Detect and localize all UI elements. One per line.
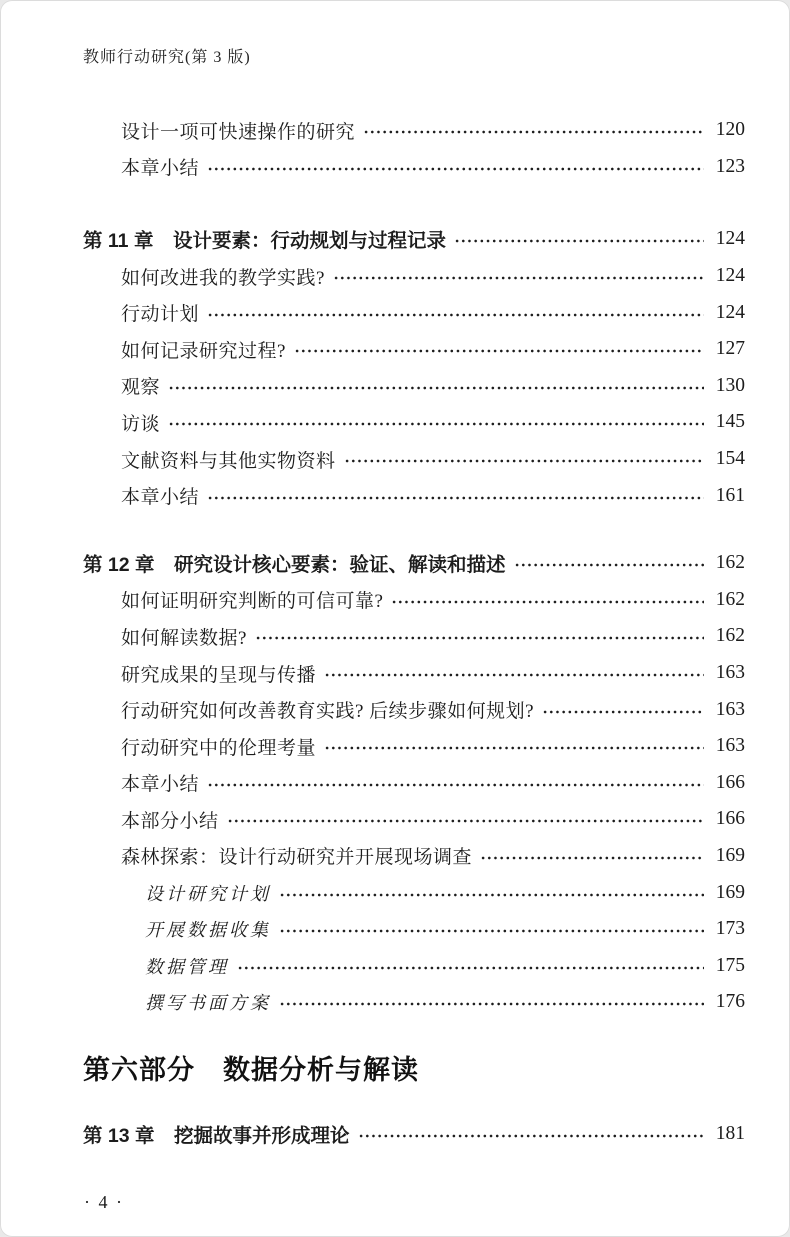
toc-entry	[83, 404, 745, 441]
dot-leader	[514, 563, 704, 567]
toc-entry	[83, 838, 745, 875]
toc-entry-page-number: 123	[715, 155, 745, 177]
toc-entry	[83, 984, 745, 1021]
toc-entry-title: 行动研究中的伦理考量	[121, 737, 317, 759]
toc-entry-page-number: 169	[715, 844, 745, 866]
dot-leader	[363, 130, 704, 134]
toc-entry-page-number: 173	[715, 918, 745, 940]
toc-entry-title: 第 11 章 设计要素：行动规划与过程记录	[83, 230, 446, 253]
toc-entry-page-number: 163	[715, 698, 745, 720]
toc-entry	[83, 112, 745, 149]
dot-leader	[344, 459, 704, 463]
toc-entry	[83, 294, 745, 331]
toc-entry-title: 撰写书面方案	[145, 993, 271, 1014]
toc-entry-title: 本章小结	[121, 487, 200, 509]
toc-entry	[83, 655, 745, 692]
toc-entry	[83, 691, 745, 728]
toc-entry-title: 本章小结	[121, 158, 200, 180]
toc-entry	[83, 441, 745, 478]
toc-entry-title: 本部分小结	[121, 810, 219, 832]
part-heading: 第六部分 数据分析与解读	[83, 1054, 419, 1085]
toc-entry-title: 行动计划	[121, 304, 200, 326]
dot-leader	[391, 600, 704, 604]
toc-entry-page-number: 161	[715, 484, 745, 506]
toc-list	[0, 112, 790, 1152]
toc-entry-title: 第 13 章 挖掘故事并形成理论	[83, 1124, 350, 1147]
toc-entry-page-number: 162	[715, 588, 745, 610]
toc-entry-page-number: 166	[715, 808, 745, 830]
toc-entry	[83, 221, 745, 258]
toc-entry	[83, 874, 745, 911]
toc-entry	[83, 947, 745, 984]
dot-leader	[324, 673, 704, 677]
toc-section-gap	[83, 185, 745, 221]
toc-entry	[83, 331, 745, 368]
footer-page-number: · 4 ·	[84, 1192, 124, 1212]
toc-entry-page-number: 124	[715, 228, 745, 250]
toc-entry	[83, 582, 745, 619]
toc-entry	[83, 258, 745, 295]
toc-entry-page-number: 166	[715, 771, 745, 793]
toc-entry-page-number: 124	[715, 265, 745, 287]
toc-entry-page-number: 124	[715, 301, 745, 323]
toc-entry-page-number: 154	[715, 448, 745, 470]
toc-entry-page-number: 162	[715, 625, 745, 647]
toc-entry-title: 如何解读数据?	[121, 627, 247, 649]
toc-entry-title: 如何证明研究判断的可信可靠?	[121, 591, 384, 613]
toc-entry	[83, 477, 745, 514]
toc-entry	[83, 728, 745, 765]
toc-entry-title: 研究成果的呈现与传播	[121, 664, 317, 686]
dot-leader	[207, 783, 704, 787]
toc-entry	[83, 801, 745, 838]
toc-entry-title: 设计一项可快速操作的研究	[121, 121, 356, 143]
toc-entry	[83, 618, 745, 655]
toc-section-gap	[83, 514, 745, 545]
running-header: 教师行动研究(第 3 版)	[83, 49, 251, 66]
dot-leader	[207, 167, 704, 171]
dot-leader	[480, 856, 704, 860]
toc-entry	[83, 368, 745, 405]
dot-leader	[207, 496, 704, 500]
dot-leader	[279, 893, 704, 897]
toc-entry-page-number: 145	[715, 411, 745, 433]
toc-entry-page-number: 175	[715, 954, 745, 976]
dot-leader	[207, 313, 704, 317]
toc-entry	[83, 1116, 745, 1153]
toc-entry	[83, 911, 745, 948]
toc-entry-page-number: 162	[715, 552, 745, 574]
dot-leader	[294, 349, 704, 353]
dot-leader	[168, 422, 704, 426]
toc-entry-title: 文献资料与其他实物资料	[121, 450, 336, 472]
toc-entry-page-number: 163	[715, 662, 745, 684]
dot-leader	[255, 636, 704, 640]
toc-entry-page-number: 163	[715, 735, 745, 757]
toc-entry-page-number: 120	[715, 119, 745, 141]
dot-leader	[237, 966, 704, 970]
dot-leader	[227, 819, 704, 823]
dot-leader	[279, 929, 704, 933]
toc-entry-title: 第 12 章 研究设计核心要素：验证、解读和描述	[83, 554, 506, 577]
toc-entry	[83, 545, 745, 582]
toc-entry-page-number: 127	[715, 338, 745, 360]
toc-entry-title: 行动研究如何改善教育实践? 后续步骤如何规划?	[121, 701, 535, 723]
toc-entry	[83, 149, 745, 186]
dot-leader	[358, 1134, 704, 1138]
toc-entry-page-number: 181	[715, 1122, 745, 1144]
toc-entry-page-number: 130	[715, 374, 745, 396]
toc-entry-title: 数据管理	[145, 956, 229, 977]
toc-entry-title: 本章小结	[121, 774, 200, 796]
dot-leader	[279, 1002, 704, 1006]
toc-entry-title: 开展数据收集	[145, 920, 271, 941]
toc-entry-title: 如何改进我的教学实践?	[121, 267, 325, 289]
toc-entry-title: 观察	[121, 377, 161, 399]
toc-entry-page-number: 169	[715, 881, 745, 903]
dot-leader	[454, 239, 704, 243]
toc-entry-title: 森林探索：设计行动研究并开展现场调查	[121, 847, 473, 869]
toc-entry-page-number: 176	[715, 991, 745, 1013]
dot-leader	[168, 386, 704, 390]
dot-leader	[324, 746, 704, 750]
dot-leader	[333, 276, 704, 280]
toc-entry	[83, 765, 745, 802]
toc-entry-title: 访谈	[121, 413, 161, 435]
toc-entry-title: 如何记录研究过程?	[121, 340, 286, 362]
toc-entry-title: 设计研究计划	[145, 883, 271, 904]
dot-leader	[542, 710, 704, 714]
